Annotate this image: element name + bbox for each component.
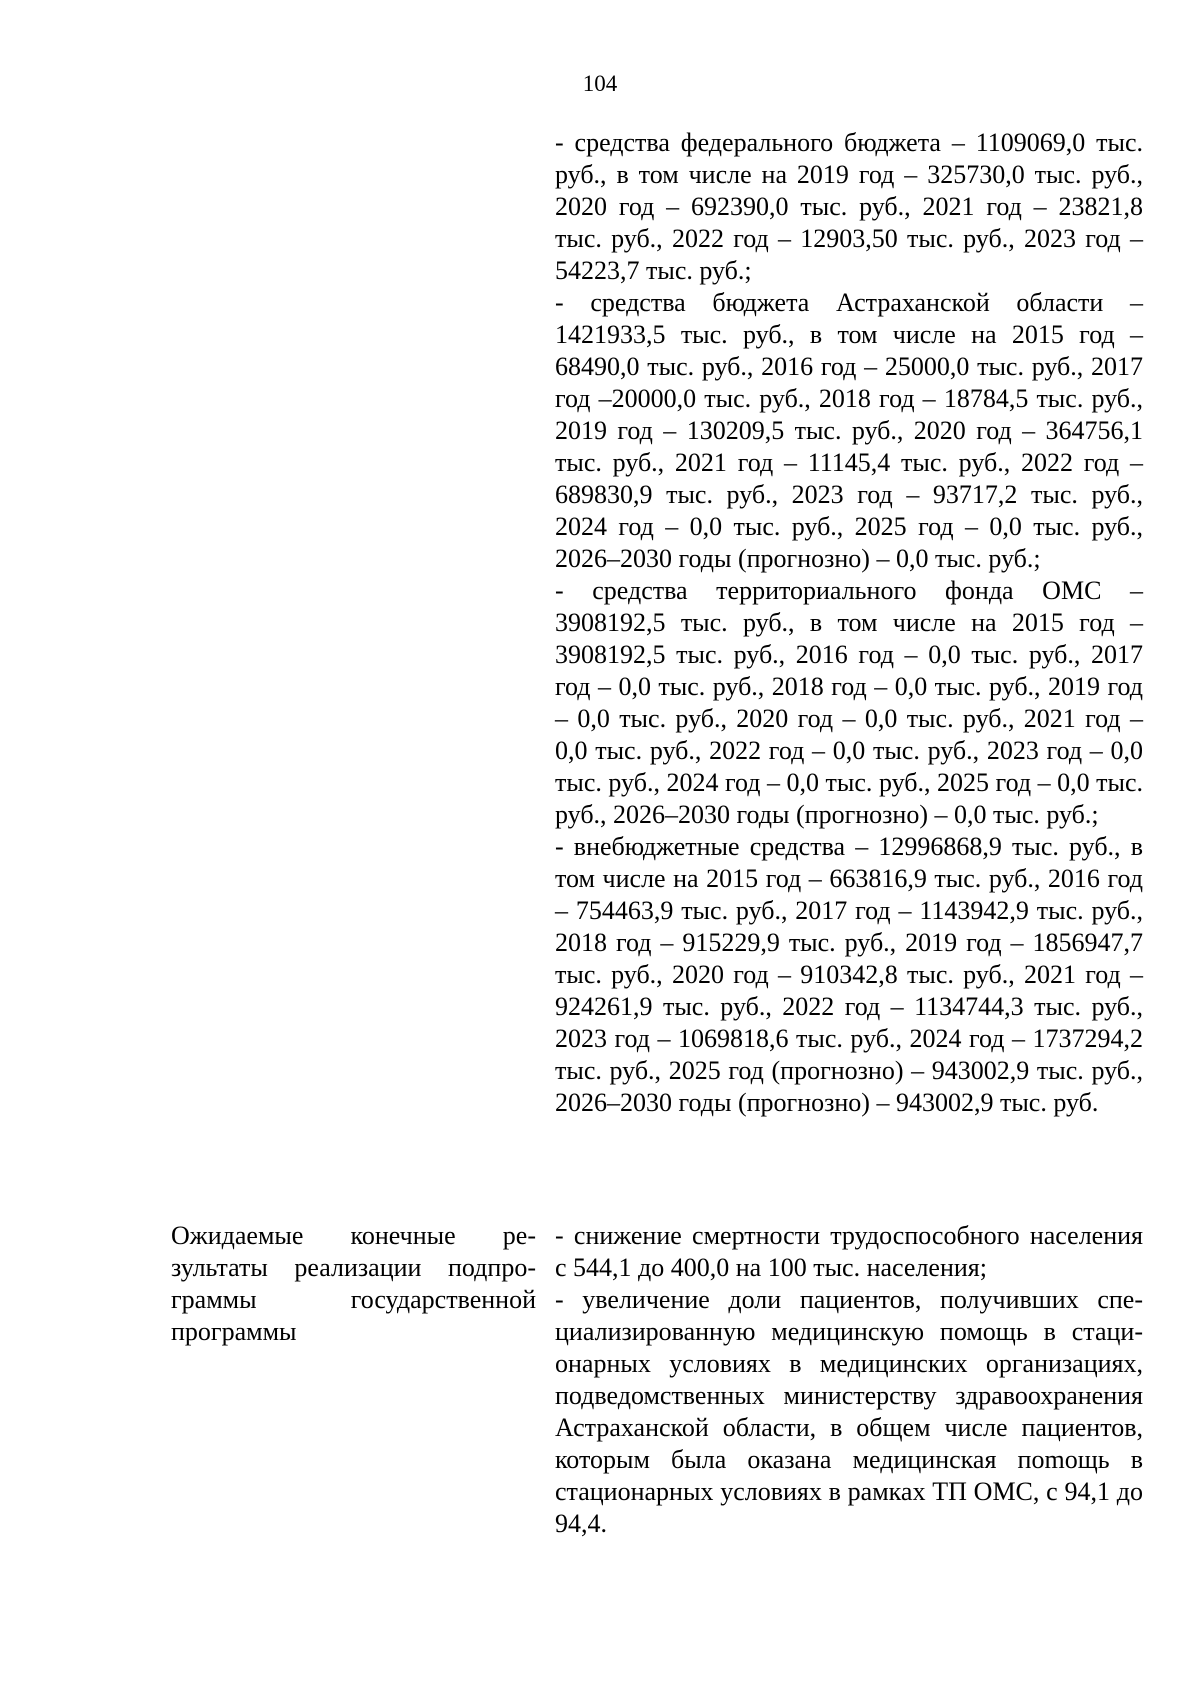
expected-results-label-cell (171, 1220, 536, 1348)
regional-budget-item: - средства бюджета Астраханской области – 1421933,5 тыс. руб., в том числе на 2015 год – 68490,0 тыс. руб., 2016 год – 25000,0 тыс. руб., 2017 год –20000,0 тыс. руб., 2018 год – 18784,5 тыс. руб., 2019 год – 130209,5 тыс. руб., 2020 год – 364756,1 тыс. руб., 2021 год – 11145,4 тыс. руб., 2022 год – 689830,9 тыс. руб., 2023 год – 93717,2 тыс. руб., 2024 год – 0,0 тыс. руб., 2025 год – 0,0 тыс. руб., 2026–2030 годы (прогнозно) – 0,0 тыс. руб.; (555, 288, 1143, 573)
extrabudgetary-item: - внебюджетные средства – 12996868,9 тыс. руб., в том числе на 2015 год – 663816,9 тыс. руб., 2016 год – 754463,9 тыс. руб., 2017 год – 1143942,9 тыс. руб., 2018 год – 915229,9 тыс. руб., 2019 год – 1856947,7 тыс. руб., 2020 год – 910342,8 тыс. руб., 2021 год – 924261,9 тыс. руб., 2022 год – 1134744,3 тыс. руб., 2023 год – 1069818,6 тыс. руб., 2024 год – 1737294,2 тыс. руб., 2025 год (прогнозно) – 943002,9 тыс. руб., 2026–2030 годы (прогнозно) – 943002,9 тыс. руб. (555, 832, 1143, 1117)
territorial-fund-item: - средства территориального фонда ОМС – 3908192,5 тыс. руб., в том числе на 2015 год – 3908192,5 тыс. руб., 2016 год – 0,0 тыс. руб., 2017 год – 0,0 тыс. руб., 2018 год – 0,0 тыс. руб., 2019 год – 0,0 тыс. руб., 2020 год – 0,0 тыс. руб., 2021 год – 0,0 тыс. руб., 2022 год – 0,0 тыс. руб., 2023 год – 0,0 тыс. руб., 2024 год – 0,0 тыс. руб., 2025 год – 0,0 тыс. руб., 2026–2030 годы (прогнозно) – 0,0 тыс. руб.; (555, 576, 1143, 829)
expected-results-label: Ожидаемые конечные результаты реализации подпрограммы государственной программы (171, 1221, 536, 1346)
mortality-reduction-item: - снижение смертности трудоспособного населения с 544,1 до 400,0 на 100 тыс. населения; (555, 1221, 1143, 1282)
financing-sources-cell (555, 127, 1143, 1119)
page-number: 104 (582, 71, 618, 96)
expected-results-cell (555, 1220, 1143, 1540)
federal-budget-item: - средства федерального бюджета – 1109069,0 тыс. руб., в том числе на 2019 год – 325730,0 тыс. руб., 2020 год – 692390,0 тыс. руб., 2021 год – 23821,8 тыс. руб., 2022 год – 12903,50 тыс. руб., 2023 год – 54223,7 тыс. руб.; (555, 128, 1143, 285)
specialized-care-share-item: - увеличение доли пациентов, получивших специализированную медицинскую помощь в стационарных условиях в медицинских организациях, подведомственных министерству здравоохранения Астраханской области, в общем числе пациентов, которым была оказана медицинская поmощь в стационарных условиях в рамках ТП ОМС, с 94,1 до 94,4. (555, 1285, 1143, 1538)
